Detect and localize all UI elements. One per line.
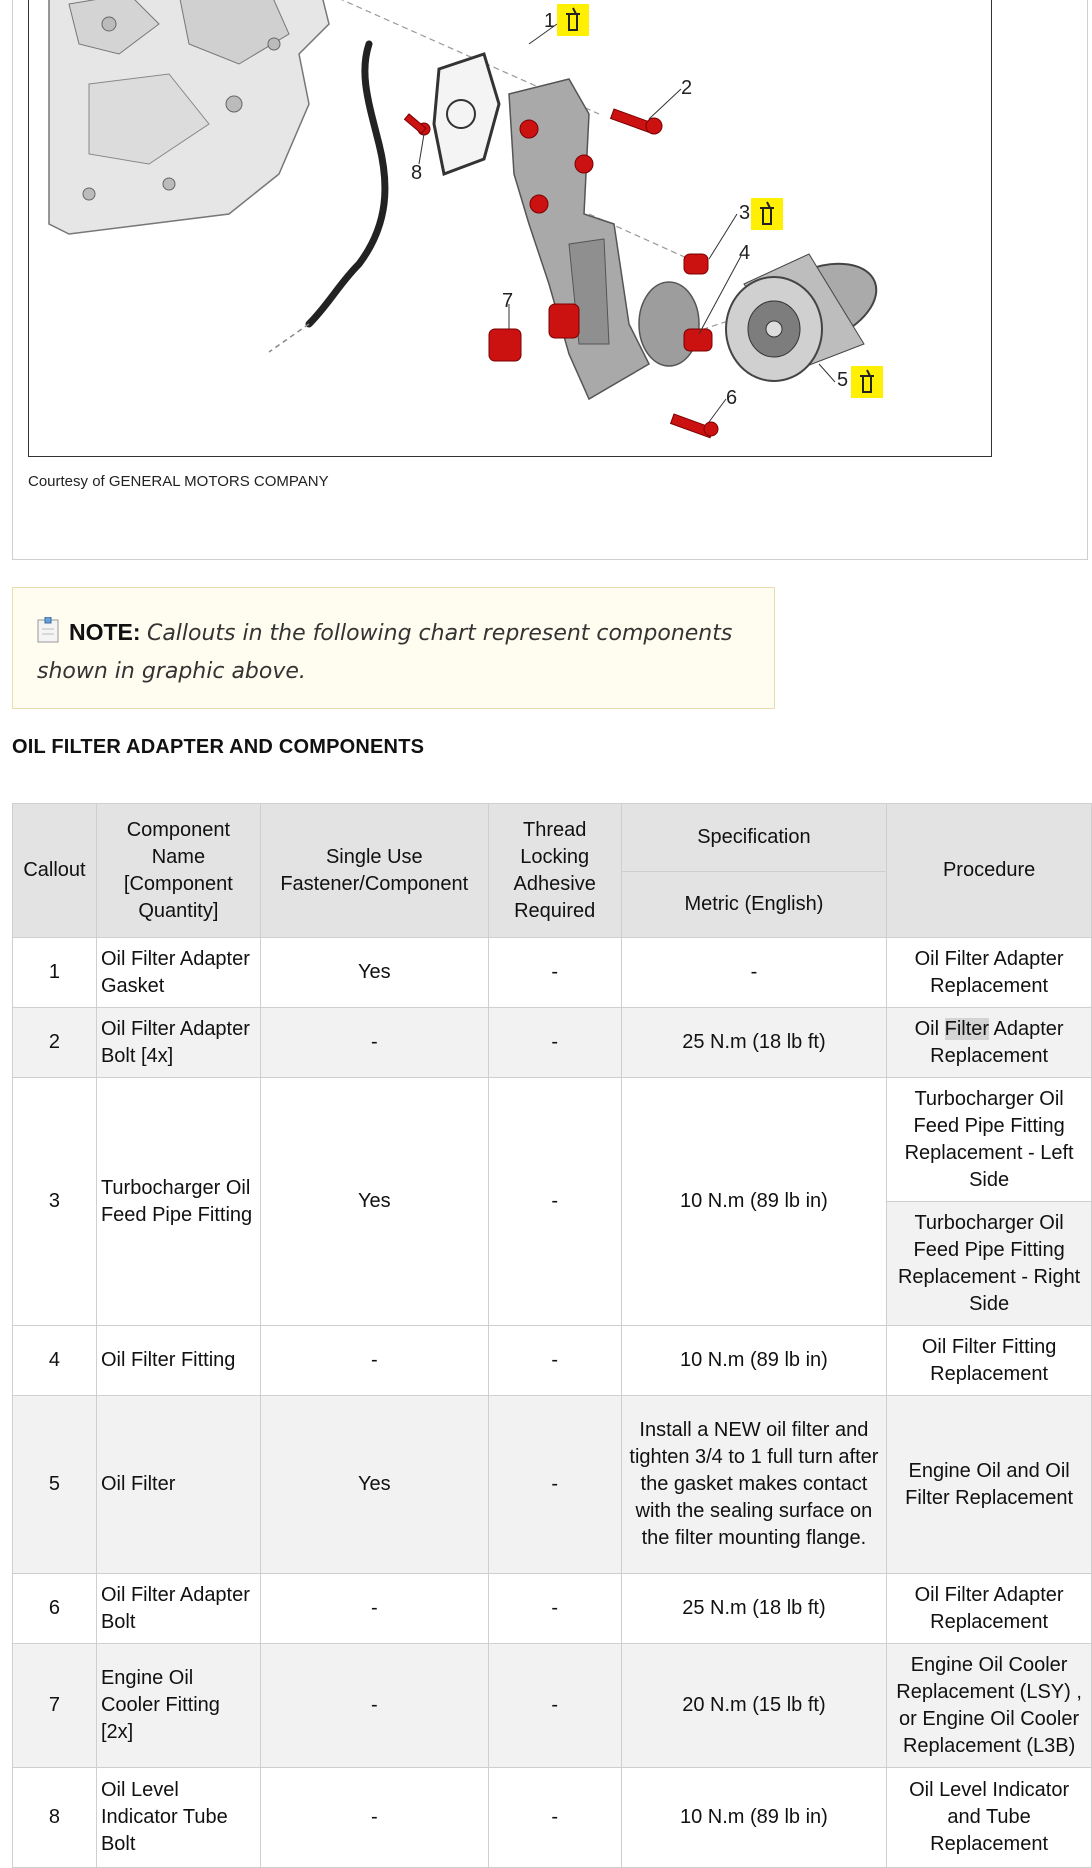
table-row xyxy=(13,938,1092,1008)
cell-single-use: Yes xyxy=(260,1396,488,1574)
cell-component-name: Engine Oil Cooler Fitting [2x] xyxy=(96,1644,260,1768)
cell-thread-locking: - xyxy=(488,1768,621,1868)
cell-single-use: - xyxy=(260,1326,488,1396)
cell-specification: 25 N.m (18 lb ft) xyxy=(621,1574,887,1644)
cell-single-use: - xyxy=(260,1644,488,1768)
cell-component-name: Oil Filter Adapter Bolt [4x] xyxy=(96,1008,260,1078)
notepad-icon xyxy=(37,617,59,643)
cell-thread-locking: - xyxy=(488,1644,621,1768)
figure-container xyxy=(12,0,1088,560)
header-callout: Callout xyxy=(13,804,97,938)
header-component-name: Component Name [Component Quantity] xyxy=(96,804,260,938)
components-table xyxy=(12,803,1092,1868)
section-title: OIL FILTER ADAPTER AND COMPONENTS xyxy=(12,736,425,758)
callout-number: 6 xyxy=(726,387,738,409)
procedure-text: Adapter Replacement xyxy=(930,1017,1064,1067)
cell-callout: 7 xyxy=(13,1644,97,1768)
cell-specification: - xyxy=(621,938,887,1008)
callout-number: 2 xyxy=(681,77,693,99)
table-row xyxy=(13,1326,1092,1396)
oil-filter-adapter-diagram xyxy=(29,0,991,456)
callout-number: 1 xyxy=(544,10,556,32)
cell-procedure[interactable]: Engine Oil Cooler Replacement (LSY) , or Engine Oil Cooler Replacement (L3B) xyxy=(887,1644,1092,1768)
search-highlight: Filter xyxy=(944,1017,990,1040)
cell-callout: 6 xyxy=(13,1574,97,1644)
cell-component-name: Oil Filter Adapter Bolt xyxy=(96,1574,260,1644)
cell-specification: 25 N.m (18 lb ft) xyxy=(621,1008,887,1078)
table-row xyxy=(13,1008,1092,1078)
cell-component-name: Oil Filter xyxy=(96,1396,260,1574)
table-row xyxy=(13,1396,1092,1574)
cell-callout: 4 xyxy=(13,1326,97,1396)
cell-procedure[interactable]: Turbocharger Oil Feed Pipe Fitting Replacement - Right Side xyxy=(887,1202,1092,1326)
callout-number: 7 xyxy=(502,290,514,312)
header-specification: Specification xyxy=(621,804,887,872)
cell-thread-locking: - xyxy=(488,1396,621,1574)
table-row xyxy=(13,1574,1092,1644)
note-label: NOTE: xyxy=(69,619,141,645)
cell-procedure[interactable]: Turbocharger Oil Feed Pipe Fitting Replacement - Left Side xyxy=(887,1078,1092,1202)
cell-procedure[interactable]: Engine Oil and Oil Filter Replacement xyxy=(887,1396,1092,1574)
header-thread-locking: Thread Locking Adhesive Required xyxy=(488,804,621,938)
cell-callout: 1 xyxy=(13,938,97,1008)
cell-procedure[interactable]: Oil Filter Adapter Replacement xyxy=(887,938,1092,1008)
cell-specification: 10 N.m (89 lb in) xyxy=(621,1078,887,1326)
cell-callout: 8 xyxy=(13,1768,97,1868)
cell-procedure[interactable]: Oil Level Indicator and Tube Replacement xyxy=(887,1768,1092,1868)
cell-single-use: - xyxy=(260,1008,488,1078)
cell-specification: 10 N.m (89 lb in) xyxy=(621,1326,887,1396)
header-metric-english: Metric (English) xyxy=(621,872,887,938)
note-text: Callouts in the following chart represent components shown in graphic above. xyxy=(37,621,733,684)
cell-procedure[interactable] xyxy=(887,1008,1092,1078)
figure-credit: Courtesy of GENERAL MOTORS COMPANY xyxy=(28,473,329,490)
callout-number: 4 xyxy=(739,242,751,264)
cell-single-use: - xyxy=(260,1768,488,1868)
note-box xyxy=(12,587,775,709)
header-single-use: Single Use Fastener/Component xyxy=(260,804,488,938)
procedure-text: Oil xyxy=(914,1017,945,1040)
callout-number: 5 xyxy=(837,369,849,391)
cell-component-name: Oil Level Indicator Tube Bolt xyxy=(96,1768,260,1868)
cell-component-name: Oil Filter Adapter Gasket xyxy=(96,938,260,1008)
cell-thread-locking: - xyxy=(488,1078,621,1326)
cell-thread-locking: - xyxy=(488,1008,621,1078)
exploded-view-illustration xyxy=(28,0,992,457)
single-use-icon xyxy=(751,198,783,230)
cell-callout: 5 xyxy=(13,1396,97,1574)
cell-thread-locking: - xyxy=(488,1574,621,1644)
cell-single-use: Yes xyxy=(260,1078,488,1326)
cell-callout: 2 xyxy=(13,1008,97,1078)
cell-component-name: Oil Filter Fitting xyxy=(96,1326,260,1396)
cell-procedure[interactable]: Oil Filter Fitting Replacement xyxy=(887,1326,1092,1396)
cell-component-name: Turbocharger Oil Feed Pipe Fitting xyxy=(96,1078,260,1326)
table-row xyxy=(13,1768,1092,1868)
table-row xyxy=(13,1644,1092,1768)
single-use-icon xyxy=(851,366,883,398)
cell-specification: Install a NEW oil filter and tighten 3/4 to 1 full turn after the gasket makes contact with the sealing surface on the filter mounting flange. xyxy=(621,1396,887,1574)
callout-number: 8 xyxy=(411,162,423,184)
cell-single-use: Yes xyxy=(260,938,488,1008)
cell-thread-locking: - xyxy=(488,938,621,1008)
callout-number: 3 xyxy=(739,202,751,224)
cell-specification: 10 N.m (89 lb in) xyxy=(621,1768,887,1868)
cell-thread-locking: - xyxy=(488,1326,621,1396)
cell-callout: 3 xyxy=(13,1078,97,1326)
table-row xyxy=(13,1078,1092,1202)
cell-procedure[interactable]: Oil Filter Adapter Replacement xyxy=(887,1574,1092,1644)
cell-specification: 20 N.m (15 lb ft) xyxy=(621,1644,887,1768)
header-procedure: Procedure xyxy=(887,804,1092,938)
cell-single-use: - xyxy=(260,1574,488,1644)
single-use-icon xyxy=(557,4,589,36)
